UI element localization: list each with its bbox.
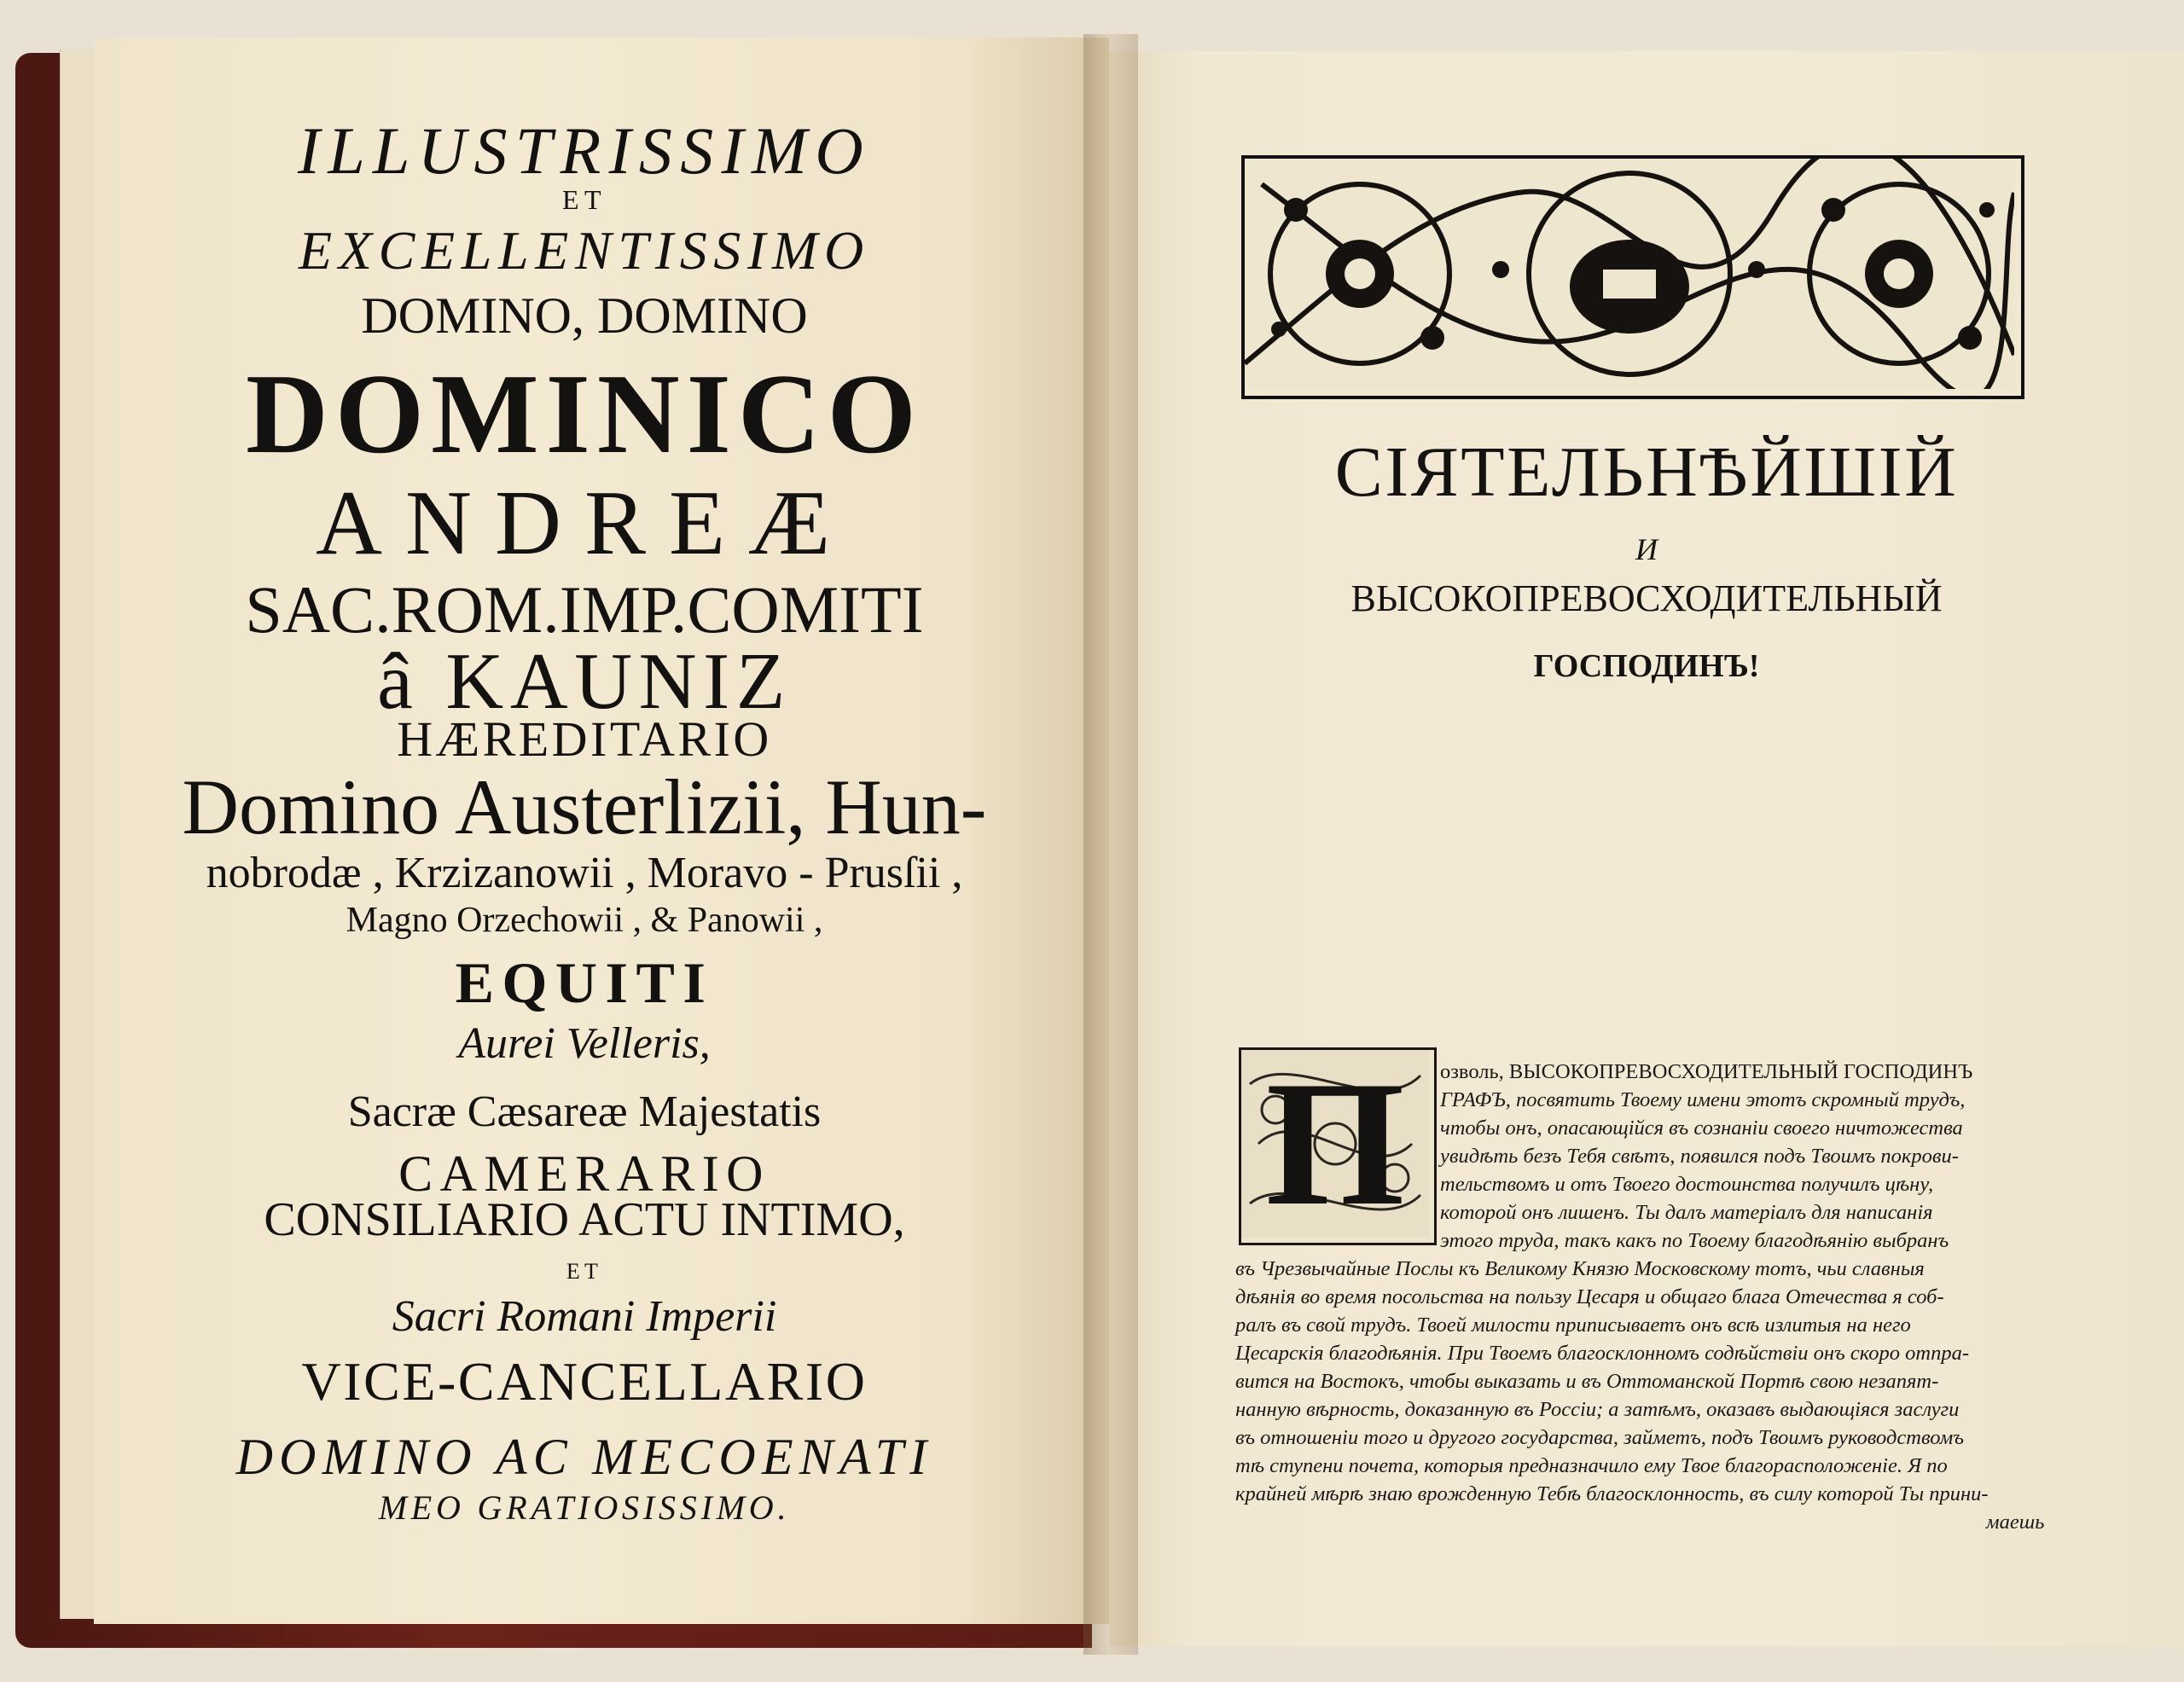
body-line: вится на Востокъ, чтобы выказать и въ Оттоманской Портѣ свою незапят- — [1235, 1370, 1939, 1393]
headpiece-ornament-icon — [1245, 159, 2014, 389]
ornamental-headpiece — [1241, 155, 2024, 399]
line-vice-cancellario: VICE-CANCELLARIO — [301, 1351, 868, 1412]
body-line: тельствомъ и отъ Твоего достоинства получилъ цѣну, — [1440, 1173, 1934, 1196]
line-sacrae-caesareae: Sacræ Cæsareæ Majestatis — [347, 1088, 822, 1136]
address-gospodin: ГОСПОДИНЪ! — [1533, 648, 1760, 684]
line-illustrissimo: ILLUSTRISSIMO — [297, 113, 872, 188]
line-dominico: DOMINICO — [246, 351, 923, 477]
line-camerario: CAMERARIO — [398, 1146, 770, 1202]
body-line: крайней мѣрѣ знаю врожденную Тебѣ благосклонность, въ силу которой Ты прини- — [1235, 1482, 1989, 1505]
body-line: Цесарскія благодѣянія. При Твоемъ благосклонномъ содѣйствіи онъ скоро отпра- — [1235, 1342, 1970, 1365]
line-aurei-velleris: Aurei Velleris, — [458, 1019, 711, 1068]
initial-letter: П — [1265, 1045, 1405, 1243]
line-nobrodae: nobrodæ , Krzizanowii , Moravo - Prusſii , — [206, 849, 963, 897]
line-et: ET — [562, 184, 607, 215]
body-line: ралъ въ свой трудъ. Твоей милости приписываетъ онъ всѣ излитыя на него — [1235, 1314, 1911, 1337]
line-domino-domino: DOMINO, DOMINO — [361, 287, 808, 344]
book-gutter — [1083, 34, 1138, 1655]
body-line: этого труда, такъ какъ по Твоему благодѣянію выбранъ — [1440, 1229, 1949, 1252]
body-line: чтобы онъ, опасающійся въ сознаніи своего ничтожества — [1440, 1116, 1963, 1140]
line-domino-ac-mecoenati: DOMINO AC MECOENATI — [235, 1429, 933, 1485]
body-line: дѣянія во время посольства на пользу Цесаря и общаго блага Отечества я соб- — [1235, 1285, 1944, 1308]
line-excellentissimo: EXCELLENTISSIMO — [299, 220, 870, 281]
body-line: озволь, ВЫСОКОПРЕВОСХОДИТЕЛЬНЫЙ ГОСПОДИНЪ — [1440, 1060, 1973, 1083]
body-line: увидѣть безъ Тебя свѣтъ, появился подъ Твоимъ покрови- — [1440, 1145, 1959, 1168]
body-line: ГРАФЪ, посвятить Твоему имени этотъ скромный трудъ, — [1440, 1088, 1966, 1111]
body-line: тѣ ступени почета, которыя предназначило ему Твое благорасположеніе. Я по — [1235, 1454, 1948, 1477]
line-magno-orzechowii: Magno Orzechowii , & Panowii , — [346, 901, 823, 940]
body-line-catchword: маешь — [1986, 1511, 2045, 1534]
line-et-2: ET — [566, 1259, 603, 1284]
body-line: въ отношеніи того и другого государства, займетъ, подъ Твоимъ руководствомъ — [1235, 1426, 1964, 1449]
line-sacri-romani: Sacri Romani Imperii — [392, 1292, 777, 1341]
heading-conjunction: И — [1635, 532, 1658, 566]
line-consiliario: CONSILIARIO ACTU INTIMO, — [264, 1193, 905, 1246]
line-andreae: ANDREÆ — [315, 473, 854, 574]
body-line: нанную вѣрность, доказанную въ Россіи; а затѣмъ, оказавъ выдающіяся заслуги — [1235, 1398, 1960, 1421]
line-sac-rom-imp: SAC.ROM.IMP.COMITI — [245, 572, 924, 647]
line-haereditario: HÆREDITARIO — [397, 711, 772, 767]
heading-siyatelneyshiy: СІЯТЕЛЬНѢЙШІЙ — [1334, 432, 1959, 512]
line-domino-austerlizii: Domino Austerlizii, Hun- — [182, 763, 987, 850]
body-line: въ Чрезвычайные Послы къ Великому Князю Московскому тотъ, чьи славныя — [1235, 1257, 1925, 1280]
body-line: которой онъ лишенъ. Ты далъ матеріалъ для написанія — [1440, 1201, 1933, 1224]
line-meo-gratiosissimo: MEO GRATIOSISSIMO. — [378, 1488, 791, 1527]
decorated-initial — [1239, 1047, 1437, 1245]
page-edges — [60, 49, 95, 1619]
subheading-vysokoprevoskhoditelnyy: ВЫСОКОПРЕВОСХОДИТЕЛЬНЫЙ — [1350, 577, 1943, 619]
line-equiti: EQUITI — [455, 950, 714, 1015]
line-kauniz: â KAUNIZ — [377, 637, 792, 726]
